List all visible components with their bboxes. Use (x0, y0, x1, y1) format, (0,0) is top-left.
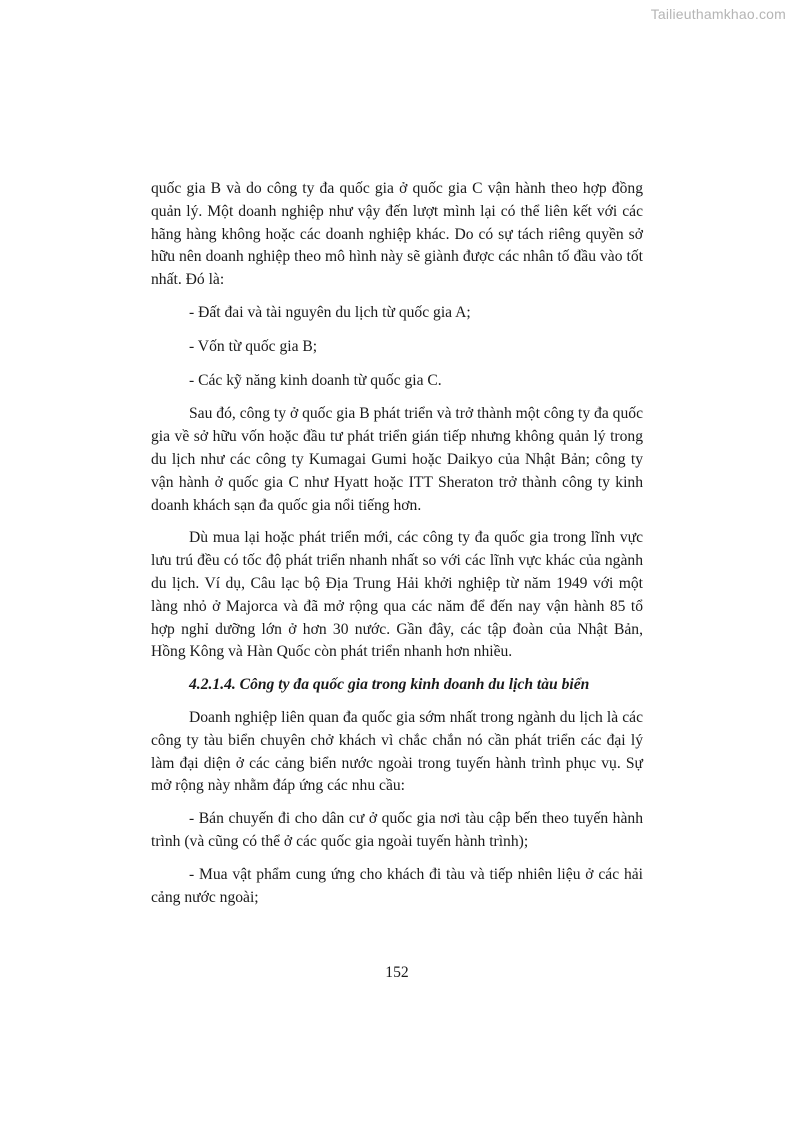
list-item: - Đất đai và tài nguyên du lịch từ quốc gia A; (189, 303, 471, 321)
page-body (151, 178, 643, 909)
paragraph: - Mua vật phẩm cung ứng cho khách đi tàu và tiếp nhiên liệu ở các hải cảng nước ngoài; (151, 865, 643, 906)
list-item: - Vốn từ quốc gia B; (189, 337, 318, 355)
page-number: 152 (385, 964, 409, 981)
paragraph: quốc gia B và do công ty đa quốc gia ở quốc gia C vận hành theo hợp đồng quản lý. Một doanh nghiệp như vậy đến lượt mình lại có thể liên kết với các hãng hàng không hoặc các doanh nghiệp khác. Do có sự tách riêng quyền sở hữu nên doanh nghiệp theo mô hình này sẽ giành được các nhân tố đầu vào tốt nhất. Đó là: (151, 180, 643, 289)
paragraph: Doanh nghiệp liên quan đa quốc gia sớm nhất trong ngành du lịch là các công ty tàu biển chuyên chở khách vì chắc chắn nó cần phát triển các đại lý làm đại diện ở các cảng biển nước ngoài trong tuyến hành trình phục vụ. Sự mở rộng này nhằm đáp ứng các nhu cầu: (151, 708, 643, 795)
section-heading: 4.2.1.4. Công ty đa quốc gia trong kinh doanh du lịch tàu biển (189, 676, 590, 694)
list-item: - Các kỹ năng kinh doanh từ quốc gia C. (189, 371, 442, 389)
watermark: Tailieuthamkhao.com (650, 6, 786, 22)
paragraph: Sau đó, công ty ở quốc gia B phát triển và trở thành một công ty đa quốc gia về sở hữu vốn hoặc đầu tư phát triển gián tiếp nhưng không quản lý trong du lịch như các công ty Kumagai Gumi hoặc Daikyo của Nhật Bản; công ty vận hành ở quốc gia C như Hyatt hoặc ITT Sheraton trở thành công ty kinh doanh khách sạn đa quốc gia nổi tiếng hơn. (151, 405, 643, 514)
paragraph: - Bán chuyến đi cho dân cư ở quốc gia nơi tàu cập bến theo tuyến hành trình (và cũng có thể ở các quốc gia ngoài tuyến hành trình); (151, 810, 643, 850)
paragraph: Dù mua lại hoặc phát triển mới, các công ty đa quốc gia trong lĩnh vực lưu trú đều có tốc độ phát triển nhanh nhất so với các lĩnh vực khác của ngành du lịch. Ví dụ, Câu lạc bộ Địa Trung Hải khởi nghiệp từ năm 1949 với một làng nhỏ ở Majorca và đã mở rộng qua các năm để đến nay vận hành 85 tổ hợp nghỉ dưỡng lớn ở hơn 30 nước. Gần đây, các tập đoàn của Nhật Bản, Hồng Kông và Hàn Quốc còn phát triển nhanh hơn nhiều. (151, 529, 643, 661)
